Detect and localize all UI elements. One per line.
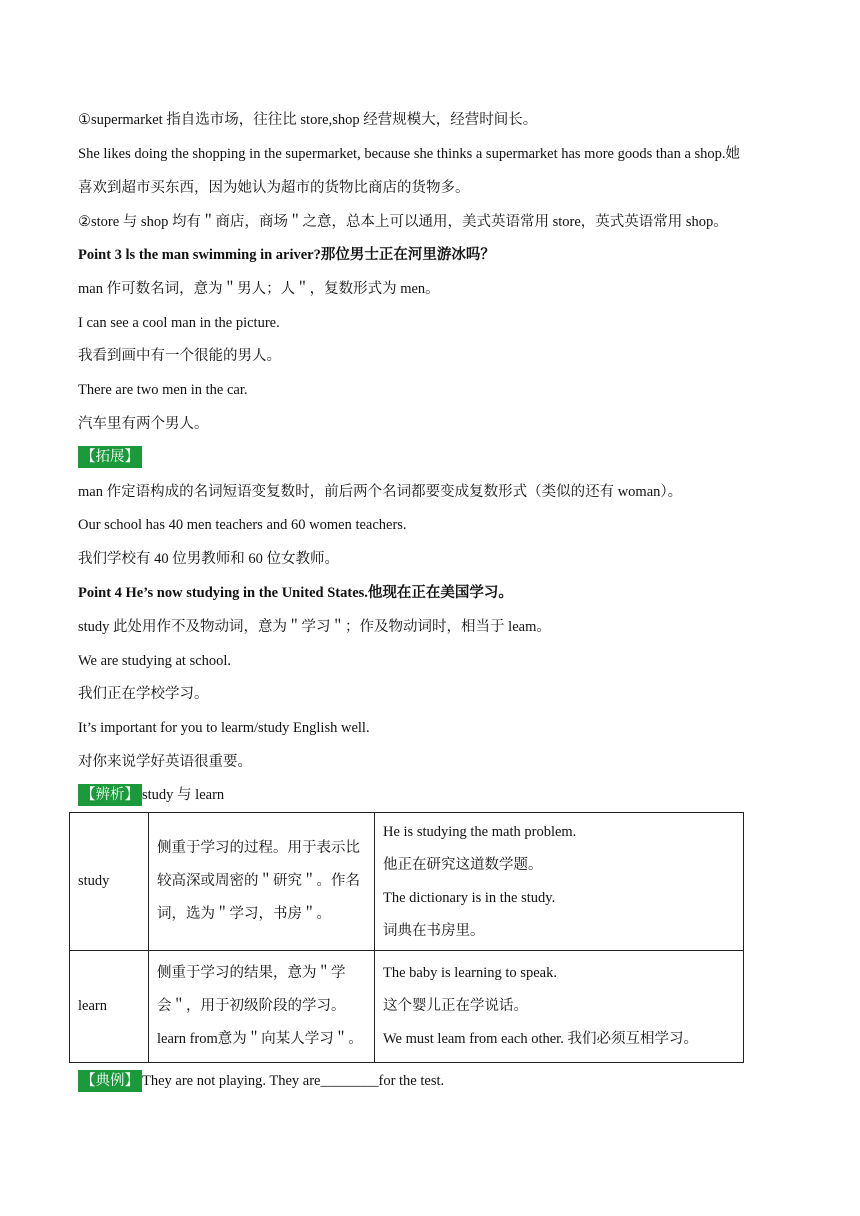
text-line: study 此处用作不及物动词，意为＂学习＂；作及物动词时，相当于 leam。 <box>78 619 551 635</box>
table-row <box>70 951 744 1063</box>
text-line: 我看到画中有一个很能的男人。 <box>78 348 281 364</box>
text-line: man 作定语构成的名词短语变复数时，前后两个名词都要变成复数形式（类似的还有 woman）。 <box>78 484 683 500</box>
text-line: 我们学校有 40 位男教师和 60 位女教师。 <box>78 551 339 567</box>
example-line: 这个婴儿正在学说话。 <box>383 998 528 1014</box>
example-tag: 【典例】 <box>78 1070 142 1092</box>
word-cell: learn <box>70 951 149 1063</box>
point-4-heading: Point 4 He’s now studying in the United States.他现在正在美国学习。 <box>78 585 513 601</box>
table-row <box>70 813 744 951</box>
example-question: They are not playing. They are________for the test. <box>142 1073 445 1089</box>
desc-line: 侧重于学习的过程。用于表示比 <box>157 840 360 856</box>
desc-line: 较高深或周密的＂研究＂。作名 <box>157 873 360 889</box>
study-learn-table <box>69 812 744 1063</box>
text-line: It’s important for you to learm/study English well. <box>78 720 370 736</box>
text-line: Our school has 40 men teachers and 60 women teachers. <box>78 517 407 533</box>
text-line: She likes doing the shopping in the supermarket, because she thinks a supermarket has more goods than a shop.她 <box>78 146 741 162</box>
expand-tag: 【拓展】 <box>78 446 142 468</box>
example-line: We must leam from each other. 我们必须互相学习。 <box>383 1031 698 1047</box>
example-line: 他正在研究这道数学题。 <box>383 856 543 873</box>
text-line: ①supermarket 指自选市场，往往比 store,shop 经营规模大，经营时间长。 <box>78 112 538 128</box>
desc-line: 词，选为＂学习，书房＂。 <box>157 906 331 922</box>
text-line: man 作可数名词，意为＂男人；人＂，复数形式为 men。 <box>78 281 440 297</box>
text-line: 汽车里有两个男人。 <box>78 416 209 432</box>
text-line: There are two men in the car. <box>78 382 248 398</box>
example-line: He is studying the math problem. <box>383 823 577 840</box>
desc-line: learn from意为＂向某人学习＂。 <box>157 1031 363 1047</box>
example-line: The baby is learning to speak. <box>383 965 557 981</box>
desc-line: 侧重于学习的结果，意为＂学 <box>157 965 346 981</box>
example-cell <box>375 951 744 1063</box>
analysis-title: study 与 learn <box>142 787 225 803</box>
text-line: 喜欢到超市买东西，因为她认为超市的货物比商店的货物多。 <box>78 180 470 196</box>
text-line: ②store 与 shop 均有＂商店，商场＂之意，总本上可以通用，美式英语常用 store，英式英语常用 shop。 <box>78 214 728 230</box>
expand-tag-line <box>78 446 142 468</box>
word-cell: study <box>70 813 149 951</box>
example-line: The dictionary is in the study. <box>383 889 556 906</box>
text-line: We are studying at school. <box>78 653 232 669</box>
example-line: 词典在书房里。 <box>383 922 485 939</box>
text-line: 我们正在学校学习。 <box>78 686 209 702</box>
example-cell <box>375 813 744 951</box>
analysis-tag: 【辨析】 <box>78 784 142 806</box>
desc-cell <box>149 951 375 1063</box>
text-line: 对你来说学好英语很重要。 <box>78 754 252 770</box>
example-line <box>78 1070 444 1092</box>
desc-line: 会＂，用于初级阶段的学习。 <box>157 998 346 1014</box>
point-3-heading: Point 3 ls the man swimming in ariver?那位男士正在河里游冰吗？ <box>78 247 495 263</box>
analysis-line <box>78 784 224 806</box>
text-line: I can see a cool man in the picture. <box>78 315 280 331</box>
desc-cell <box>149 813 375 951</box>
